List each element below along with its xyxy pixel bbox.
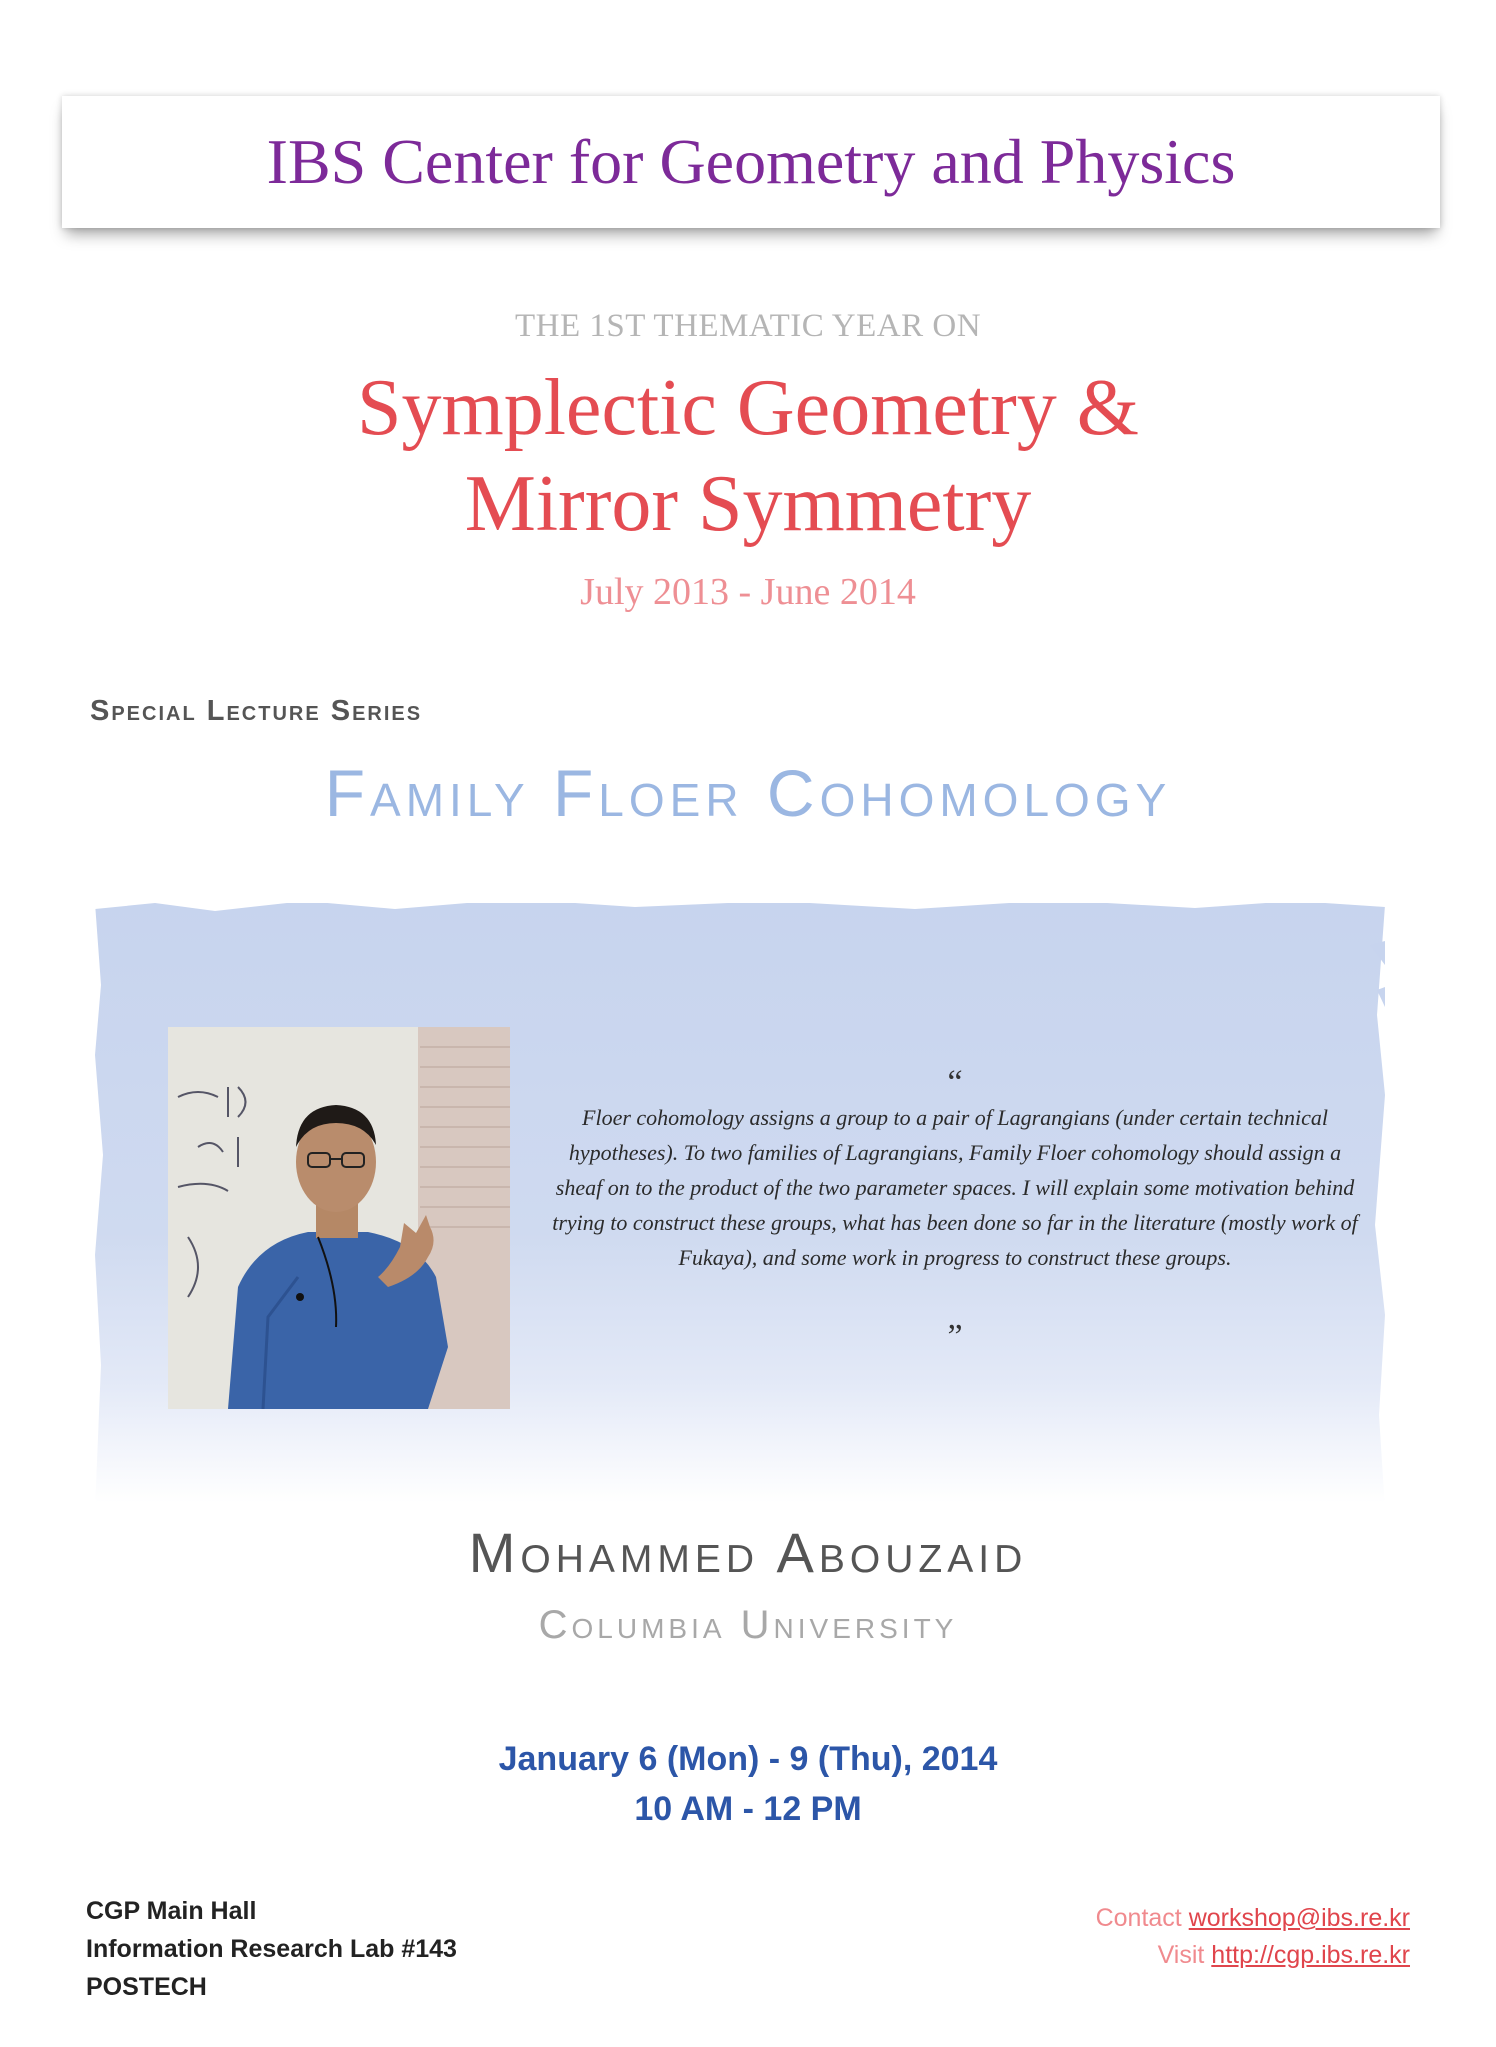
venue-block bbox=[86, 1892, 457, 2006]
contact-label: Contact bbox=[1095, 1904, 1182, 1932]
lecture-title: Family Floer Cohomology bbox=[324, 756, 1172, 830]
venue-line-3: POSTECH bbox=[86, 1973, 207, 2001]
event-date: January 6 (Mon) - 9 (Thu), 2014 bbox=[498, 1740, 998, 1778]
speaker-photo bbox=[168, 1027, 510, 1409]
abstract-text: Floer cohomology assigns a group to a pair of Lagrangians (under certain technical hypotheses). To two families of Lagrangians, Family Floer cohomology should assign a sheaf on to the product of the two parameter spaces. I will explain some motivation behind trying to construct these groups, what has been done so far in the literature (mostly work of Fukaya), and some work in progress to construct these groups. bbox=[552, 1105, 1358, 1270]
event-time: 10 AM - 12 PM bbox=[634, 1790, 862, 1828]
speaker-photo-illustration bbox=[168, 1027, 510, 1409]
website-link[interactable]: http://cgp.ibs.re.kr bbox=[1211, 1941, 1410, 1969]
contact-block bbox=[1096, 1900, 1410, 1974]
abstract-close-quote: ” bbox=[947, 1318, 963, 1355]
thematic-title-line-1: Symplectic Geometry & bbox=[356, 364, 1140, 452]
visit-label: Visit bbox=[1157, 1941, 1205, 1969]
venue-line-1: CGP Main Hall bbox=[86, 1897, 257, 1925]
center-title: IBS Center for Geometry and Physics bbox=[266, 126, 1236, 197]
abstract-open-quote: “ bbox=[947, 1064, 963, 1101]
header-bar bbox=[62, 96, 1440, 228]
thematic-title-line-2: Mirror Symmetry bbox=[464, 460, 1032, 548]
contact-email-link[interactable]: workshop@ibs.re.kr bbox=[1188, 1904, 1410, 1932]
lecture-series-label: Special Lecture Series bbox=[90, 695, 423, 727]
thematic-year-label: THE 1ST THEMATIC YEAR ON bbox=[514, 308, 982, 344]
speaker-name: Mohammed Abouzaid bbox=[468, 1521, 1028, 1584]
visit-line bbox=[1096, 1937, 1410, 1974]
contact-line bbox=[1096, 1900, 1410, 1937]
thematic-year-title bbox=[0, 360, 1496, 552]
thematic-year-dates: July 2013 - June 2014 bbox=[580, 571, 916, 613]
speaker-affiliation: Columbia University bbox=[538, 1603, 958, 1647]
venue-line-2: Information Research Lab #143 bbox=[86, 1935, 457, 1963]
